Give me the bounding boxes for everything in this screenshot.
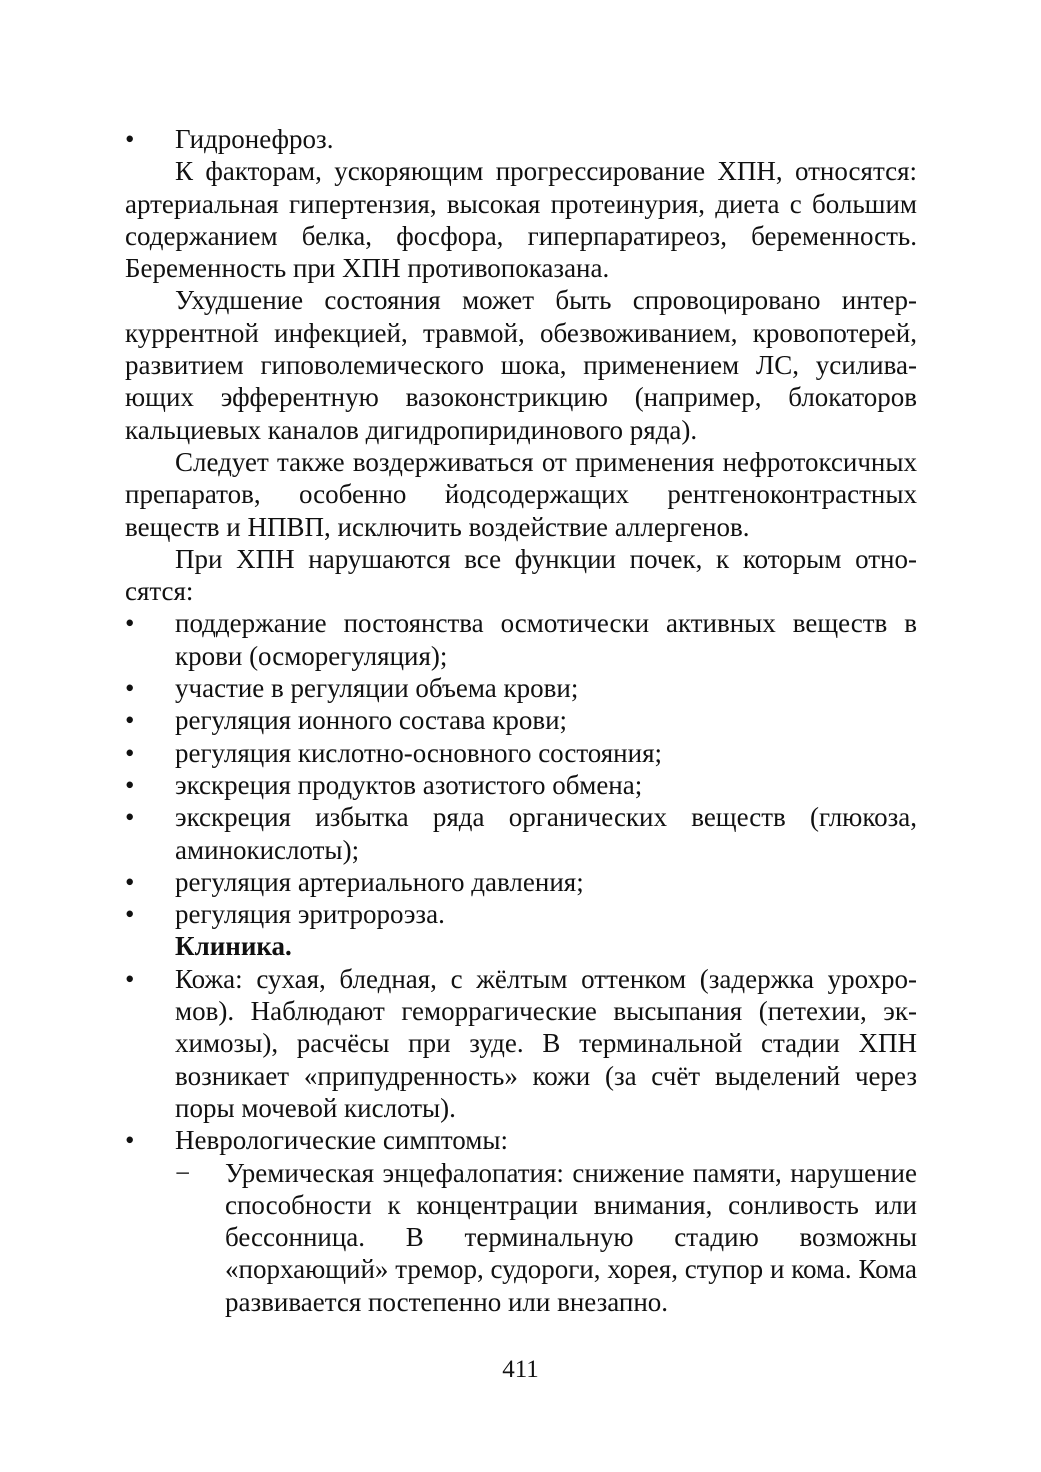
bullet-marker: • <box>125 802 135 833</box>
bullet-marker: • <box>125 737 135 768</box>
list-item <box>125 704 917 736</box>
bullet-marker: • <box>125 673 135 704</box>
list-item <box>125 963 917 1124</box>
top-bullet-list <box>125 123 917 155</box>
list-item <box>125 737 917 769</box>
list-item-text: Кожа: сухая, бледная, с жёлтым оттенком (задержка урохромов). Наблюдают геморрагические высыпания (петехии, экхимозы), расчёсы при зуде. В терминальной стадии ХПН возникает «припудренность» кожи (за счёт выделений через поры мочевой кислоты). <box>175 963 917 1123</box>
list-item <box>125 123 917 155</box>
list-item-text: экскреция избытка ряда органических веществ (глюкоза, аминокислоты); <box>175 802 917 865</box>
list-item-text: регуляция кислотно-основного состояния; <box>175 737 663 768</box>
list-item <box>125 607 917 672</box>
paragraph-progression-factors: К факторам, ускоряющим прогрессирование ХПН, относятся: артериальная гипертензия, высокая протеинурия, диета с большим содержанием белка, фосфора, гиперпаратиреоз, беременность. Беременность при ХПН противопоказана. <box>125 156 917 284</box>
paragraph-deterioration: Ухудшение состояния может быть спровоцировано интеркуррентной инфекцией, травмой, обезвоживанием, кровопотерей, развитием гиповолемического шока, применением ЛС, усиливающих эфферентную вазоконстрикцию (например, блокаторов кальциевых каналов дигидропиридинового ряда). <box>125 285 917 445</box>
list-item <box>125 801 917 866</box>
paragraph-nephrotoxic: Следует также воздерживаться от применения нефротоксичных препаратов, особенно йодсодержащих рентгеноконтрастных веществ и НПВП, исключить воздействие аллергенов. <box>125 446 917 542</box>
page-body <box>125 123 917 1318</box>
list-item-text: экскреция продуктов азотистого обмена; <box>175 769 643 800</box>
neuro-sublist <box>125 1157 917 1318</box>
list-item-text: регуляция артериального давления; <box>175 866 584 897</box>
page-number: 411 <box>502 1356 539 1383</box>
bullet-marker: • <box>125 769 135 800</box>
list-item-text: регуляция ионного состава крови; <box>175 705 568 736</box>
paragraph-kidney-functions-intro: При ХПН нарушаются все функции почек, к которым относятся: <box>125 543 917 607</box>
list-item-text: Неврологические симптомы: <box>175 1125 509 1156</box>
bullet-marker: • <box>125 899 135 930</box>
list-item <box>125 769 917 801</box>
bullet-marker: • <box>125 1125 135 1156</box>
bullet-marker: • <box>125 124 135 154</box>
clinic-list <box>125 963 917 1157</box>
list-item-text: поддержание постоянства осмотически активных веществ в крови (осморегуляция); <box>175 608 917 671</box>
list-item <box>125 1124 917 1156</box>
list-item <box>125 1157 917 1318</box>
section-heading-clinic: Клиника. <box>175 931 292 962</box>
bullet-marker: • <box>125 705 135 736</box>
bullet-marker: • <box>125 866 135 897</box>
list-item <box>125 866 917 898</box>
kidney-functions-list <box>125 607 917 930</box>
list-item-text: Уремическая энцефалопатия: снижение памяти, нарушение способности к концентрации внимания, сонливость или бессонница. В терминальную стадию возможны «порхающий» тремор, судороги, хорея, ступор и кома. Кома развивается постепенно или внезапно. <box>225 1157 917 1317</box>
list-item <box>125 898 917 930</box>
list-item-text: участие в регуляции объема крови; <box>175 673 579 704</box>
dash-marker: − <box>175 1157 191 1188</box>
list-item-text: регуляция эритророэза. <box>175 899 445 930</box>
list-item <box>125 672 917 704</box>
bullet-marker: • <box>125 608 135 639</box>
bullet-marker: • <box>125 963 135 994</box>
list-item-text: Гидронефроз. <box>175 124 334 154</box>
